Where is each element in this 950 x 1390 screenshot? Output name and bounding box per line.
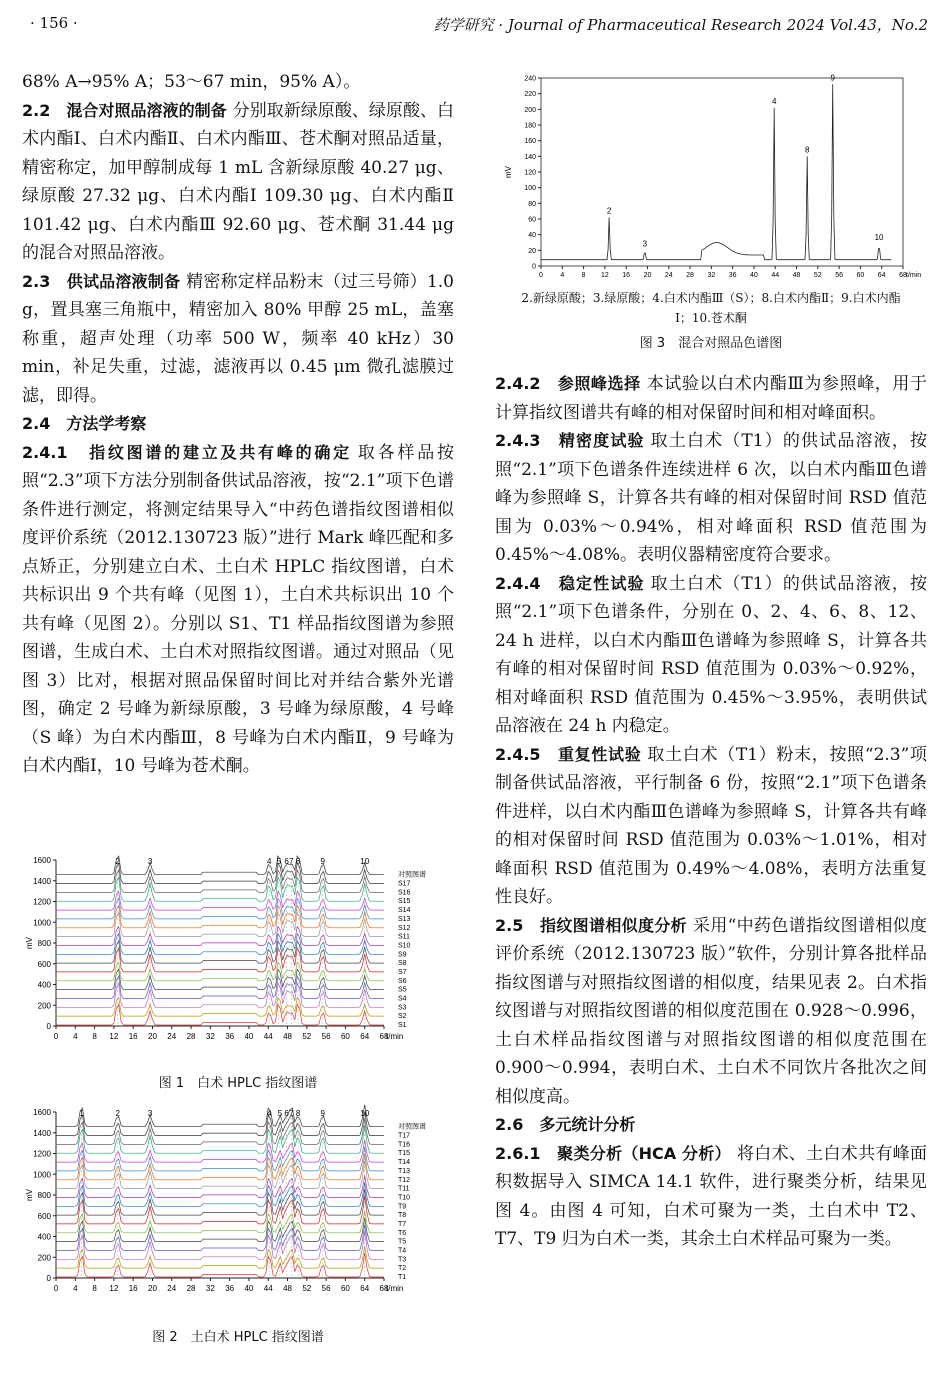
peak-label: 10	[360, 857, 370, 866]
paragraph: 精密称定样品粉末（过三号筛）1.0 g，置具塞三角瓶中，精密加入 80% 甲醇 25 mL，盖塞称重，超声处理（功率 500 W，频率 40 kHz）30 min，补足失重，过滤，滤液再以 0.45 μm 微孔滤膜过滤，即得。	[22, 271, 454, 406]
x-tick-label: 8	[92, 1032, 97, 1041]
section-2-5	[495, 912, 927, 1112]
x-tick-label: 48	[792, 272, 801, 279]
trace-label: T5	[398, 1238, 407, 1246]
trace-label: S2	[398, 1013, 407, 1021]
y-axis-label: mV	[504, 166, 513, 178]
paragraph: 取土白术（T1）的供试品溶液，按照“2.1”项下色谱条件连续进样 6 次，以白术内酯Ⅲ色谱峰为参照峰 S，计算各共有峰的相对保留时间 RSD 值范围为 0.03%～0.94%，相对峰面积 RSD 值范围为 0.45%～4.08%。表明仪器精密度符合要求。	[495, 431, 927, 565]
paragraph: 取各样品按照“2.3”项下方法分别制备供试品溶液，按“2.1”项下色谱条件进行测定，将测定结果导入“中药色谱指纹图谱相似度评价系统（2012.130723 版）”进行 Mark 峰匹配和多点矫正，分别建立白术、土白术 HPLC 指纹图谱，白术共标识出 9 个共有峰（见图 1），土白术共标识出 10 个共有峰（见图 2）。分别以 S1、T1 样品指纹图谱为参照图谱，生成白术、土白术对照指纹图谱。通过对照品（见图 3）比对，根据对照品保留时间比对并结合紫外光谱图，确定 2 号峰为新绿原酸，3 号峰为绿原酸，4 号峰（S 峰）为白术内酯Ⅲ，8 号峰为白术内酯Ⅱ，9 号峰为白术内酯Ⅰ，10 号峰为苍术酮。	[22, 442, 454, 776]
peak-label: 2	[606, 206, 612, 216]
x-tick-label: 56	[321, 1284, 331, 1293]
figure-2	[22, 1100, 454, 1345]
paragraph: 68% A→95% A；53～67 min，95% A）。	[22, 72, 361, 92]
trace-T11	[56, 1161, 384, 1189]
trace-reference	[541, 84, 891, 259]
trace-label: S5	[398, 986, 407, 994]
trace-S17	[56, 863, 384, 884]
section-heading: 2.5 指纹图谱相似度分析	[495, 915, 687, 935]
y-tick-label: 40	[528, 232, 536, 240]
peak-label: 9	[830, 73, 835, 83]
x-tick-label: 52	[302, 1284, 312, 1293]
trace-T15	[56, 1125, 384, 1153]
trace-T4	[56, 1225, 384, 1251]
x-tick-label: 44	[263, 1284, 273, 1293]
y-tick-label: 800	[37, 1191, 51, 1200]
y-tick-label: 1200	[33, 1149, 51, 1159]
trace-T12	[56, 1154, 384, 1180]
x-tick-label: 40	[244, 1284, 254, 1293]
x-tick-label: 24	[167, 1032, 177, 1041]
x-tick-label: 64	[877, 272, 886, 279]
figure-caption: 图 1 白术 HPLC 指纹图谱	[158, 1076, 318, 1091]
y-tick-label: 200	[37, 1253, 51, 1263]
peak-label: 9	[320, 857, 325, 866]
trace-对照图谱	[56, 1105, 384, 1127]
trace-label: 对照图谱	[398, 1123, 426, 1131]
paragraph: 采用“中药色谱指纹图谱相似度评价系统（2012.130723 版）”软件，分别计算各批样品指纹图谱与对照指纹图谱的相似度，结果见表 2。白术指纹图谱与对照指纹图谱的相似度范围在 0.928～0.996，土白术样品指纹图谱与对照指纹图谱的相似度范围在 0.900～0.994，表明白术、土白术不同饮片各批次之间相似度高。	[495, 915, 927, 1107]
peak-label: 8	[295, 857, 301, 866]
right-column	[495, 370, 927, 1254]
section-heading: 2.4.1 指纹图谱的建立及共有峰的确定	[22, 442, 352, 462]
x-tick-label: 68	[899, 272, 907, 279]
trace-T7	[56, 1196, 384, 1224]
y-tick-label: 1200	[33, 897, 51, 907]
chromatogram-reference	[495, 70, 927, 280]
trace-S10	[56, 927, 384, 946]
y-tick-label: 200	[37, 1001, 51, 1011]
peak-label: 8	[295, 1109, 301, 1118]
peak-label: 1	[79, 1109, 84, 1118]
peak-label: 2	[115, 1109, 120, 1118]
x-tick-label: 20	[148, 1032, 157, 1041]
trace-label: S12	[398, 924, 411, 932]
trace-label: S4	[398, 995, 407, 1003]
peak-label: 3	[642, 239, 648, 249]
x-tick-label: 64	[360, 1032, 370, 1041]
x-tick-label: 36	[728, 272, 737, 279]
x-tick-label: 52	[302, 1032, 312, 1041]
y-tick-label: 200	[524, 106, 536, 114]
x-tick-label: 56	[835, 272, 844, 279]
plot-frame	[541, 78, 903, 266]
x-tick-label: 56	[321, 1032, 331, 1041]
peak-label: 6	[284, 857, 289, 866]
page-number: · 156 ·	[30, 14, 78, 32]
y-tick-label: 120	[524, 169, 536, 177]
x-tick-label: 44	[263, 1032, 273, 1041]
peak-label: 8	[804, 145, 810, 155]
section-heading: 2.6 多元统计分析	[495, 1115, 636, 1134]
paragraph: 取土白术（T1）的供试品溶液，按照“2.1”项下色谱条件，分别在 0、2、4、6、8、12、24 h 进样，以白术内酯Ⅲ色谱峰为参照峰 S，计算各共有峰的相对保留时间 RSD 值范围为 0.03%～0.92%，相对峰面积 RSD 值范围为 0.45%～3.95%，表明供试品溶液在 24 h 内稳定。	[495, 573, 927, 736]
paragraph: 分别取新绿原酸、绿原酸、白术内酯Ⅰ、白术内酯Ⅱ、白术内酯Ⅲ、苍术酮对照品适量，精密称定，加甲醇制成每 1 mL 含新绿原酸 40.27 μg、绿原酸 27.32 μg、白术内酯Ⅰ 109.30 μg、白术内酯Ⅱ 101.42 μg、白术内酯Ⅲ 92.60 μg、苍术酮 31.44 μg 的混合对照品溶液。	[22, 100, 454, 263]
chromatogram-baizhu	[22, 848, 454, 1058]
x-tick-label: 52	[813, 272, 822, 279]
section-2-3	[22, 268, 454, 411]
chromatogram-tubaizhu	[22, 1100, 454, 1310]
trace-S5	[56, 969, 384, 989]
trace-label: S1	[398, 1021, 407, 1029]
x-tick-label: 4	[560, 272, 565, 279]
peak-label: 5	[276, 857, 282, 866]
peak-label: 4	[266, 1109, 272, 1118]
trace-T6	[56, 1211, 384, 1233]
section-2-4-1	[22, 439, 454, 781]
peak-label: 3	[147, 857, 153, 866]
x-axis-label: t/min	[906, 272, 922, 279]
x-tick-label: 36	[225, 1032, 235, 1041]
trace-T14	[56, 1140, 384, 1162]
x-tick-label: 28	[186, 1284, 196, 1293]
section-heading: 2.2 混合对照品溶液的制备	[22, 100, 227, 120]
y-tick-label: 1600	[33, 1108, 51, 1117]
x-tick-label: 68	[379, 1284, 389, 1293]
trace-label: 对照图谱	[398, 871, 426, 879]
y-tick-label: 1000	[33, 918, 51, 928]
x-tick-label: 12	[109, 1032, 119, 1041]
section-heading: 2.4 方法学考察	[22, 414, 147, 433]
x-tick-label: 8	[92, 1284, 97, 1293]
paragraph: 取土白术（T1）粉末，按照“2.3”项制备供试品溶液，平行制备 6 份，按照“2.1”项下色谱条件进样，以白术内酯Ⅲ色谱峰为参照峰 S，计算各共有峰的相对保留时间 RSD 值范围为 0.03%～1.01%，相对峰面积 RSD 值范围为 0.49%～4.08%，表明方法重复性良好。	[495, 744, 927, 907]
x-axis-label: t/min	[386, 1032, 404, 1041]
section-heading: 2.4.4 稳定性试验	[495, 573, 645, 593]
y-tick-label: 0	[46, 1022, 51, 1031]
trace-label: T8	[398, 1212, 407, 1220]
trace-label: T15	[398, 1150, 411, 1158]
section-heading: 2.4.3 精密度试验	[495, 431, 645, 450]
peak-label: 7	[289, 1109, 294, 1118]
peak-label: 2	[115, 857, 120, 866]
x-tick-label: 32	[205, 1032, 215, 1041]
x-tick-label: 44	[771, 272, 780, 279]
x-tick-label: 24	[167, 1284, 177, 1293]
trace-label: T16	[398, 1141, 411, 1149]
y-tick-label: 240	[524, 75, 536, 83]
trace-label: S11	[398, 933, 410, 941]
peak-label: 10	[360, 1109, 370, 1118]
y-tick-label: 0	[532, 263, 536, 271]
y-tick-label: 160	[524, 138, 536, 146]
section-heading: 2.6.1 聚类分析（HCA 分析）	[495, 1143, 731, 1163]
figure-caption: 图 3 混合对照品色谱图	[639, 336, 783, 351]
y-tick-label: 0	[46, 1274, 51, 1283]
y-tick-label: 140	[524, 153, 536, 161]
figure-legend: 2.新绿原酸；3.绿原酸；4.白术内酯Ⅲ（S）；8.白术内酯Ⅱ；9.白术内酯Ⅰ；10.苍术酮	[521, 291, 901, 325]
trace-label: T17	[398, 1132, 411, 1140]
x-tick-label: 0	[539, 272, 543, 279]
trace-label: S6	[398, 977, 407, 985]
x-tick-label: 20	[643, 272, 652, 279]
section-2-4-4	[495, 570, 927, 741]
section-2-2	[22, 97, 454, 268]
trace-对照图谱	[56, 856, 384, 875]
trace-label: S10	[398, 942, 411, 950]
trace-label: T12	[398, 1176, 411, 1184]
trace-label: T11	[398, 1185, 410, 1193]
section-2-4-2	[495, 370, 927, 427]
peak-label: 4	[771, 96, 777, 106]
trace-label: S3	[398, 1004, 407, 1012]
peak-label: 6	[284, 1109, 289, 1118]
peak-label: 5	[277, 1109, 283, 1118]
figure-3	[495, 70, 927, 351]
x-axis-label: t/min	[386, 1284, 404, 1293]
x-tick-label: 4	[73, 1284, 78, 1293]
peak-label: 9	[320, 1109, 325, 1118]
x-tick-label: 68	[379, 1032, 389, 1041]
x-tick-label: 60	[340, 1284, 350, 1293]
section-2-6	[495, 1111, 927, 1140]
trace-label: T2	[398, 1265, 407, 1273]
x-tick-label: 48	[283, 1032, 292, 1041]
x-tick-label: 16	[128, 1032, 138, 1041]
x-tick-label: 20	[148, 1284, 157, 1293]
trace-T17	[56, 1112, 384, 1136]
y-tick-label: 400	[37, 1232, 51, 1242]
y-tick-label: 60	[528, 216, 536, 224]
trace-S2	[56, 997, 384, 1016]
x-tick-label: 36	[225, 1284, 235, 1293]
y-tick-label: 800	[37, 939, 51, 948]
trace-label: S7	[398, 968, 407, 976]
paragraph: 本试验以白术内酯Ⅲ为参照峰，用于计算指纹图谱共有峰的相对保留时间和相对峰面积。	[495, 374, 927, 423]
x-tick-label: 28	[186, 1032, 196, 1041]
y-tick-label: 20	[528, 247, 536, 255]
trace-label: S15	[398, 898, 411, 906]
trace-label: T1	[398, 1273, 407, 1281]
x-tick-label: 0	[53, 1284, 59, 1293]
trace-label: T9	[398, 1203, 407, 1211]
trace-label: S17	[398, 880, 411, 888]
trace-label: S14	[398, 907, 411, 915]
y-tick-label: 600	[37, 1211, 51, 1221]
x-tick-label: 12	[109, 1284, 119, 1293]
trace-label: T7	[398, 1220, 407, 1228]
trace-label: T6	[398, 1229, 407, 1237]
peak-label: 4	[266, 857, 272, 866]
x-tick-label: 48	[283, 1284, 292, 1293]
section-heading: 2.4.5 重复性试验	[495, 744, 642, 764]
x-tick-label: 32	[205, 1284, 215, 1293]
paragraph: 将白术、土白术共有峰面积数据导入 SIMCA 14.1 软件，进行聚类分析，结果见图 4。由图 4 可知，白术可聚为一类，土白术中 T2、T7、T9 归为白术一类，其余土白术样品可聚为一类。	[495, 1143, 927, 1249]
y-tick-label: 180	[524, 122, 536, 130]
section-heading: 2.3 供试品溶液制备	[22, 271, 181, 291]
x-tick-label: 16	[622, 272, 631, 279]
figure-caption: 图 2 土白术 HPLC 指纹图谱	[152, 1330, 324, 1345]
peak-label: 7	[289, 857, 294, 866]
section-2-4-3	[495, 427, 927, 570]
left-column	[22, 68, 454, 781]
y-axis-label: mV	[25, 1189, 34, 1201]
y-tick-label: 1600	[33, 856, 51, 865]
trace-label: S8	[398, 960, 407, 968]
trace-label: T13	[398, 1167, 411, 1175]
trace-T8	[56, 1189, 384, 1215]
x-tick-label: 64	[360, 1284, 370, 1293]
peak-label: 3	[147, 1109, 153, 1118]
section-2-6-1	[495, 1140, 927, 1254]
x-tick-label: 40	[750, 272, 758, 279]
x-tick-label: 16	[128, 1284, 138, 1293]
y-tick-label: 600	[37, 959, 51, 969]
y-tick-label: 1000	[33, 1170, 51, 1180]
trace-label: S13	[398, 915, 411, 923]
trace-S13	[56, 899, 384, 919]
figure-1	[22, 848, 454, 1091]
trace-T3	[56, 1231, 384, 1259]
x-tick-label: 8	[581, 272, 586, 279]
trace-S14	[56, 891, 384, 910]
x-tick-label: 0	[53, 1032, 59, 1041]
trace-label: T10	[398, 1194, 411, 1202]
x-tick-label: 24	[664, 272, 673, 279]
peak-label: 10	[874, 233, 884, 243]
trace-S6	[56, 962, 384, 981]
y-tick-label: 1400	[33, 1128, 51, 1138]
x-tick-label: 40	[244, 1032, 254, 1041]
x-tick-label: 60	[856, 272, 865, 279]
trace-label: T3	[398, 1256, 407, 1264]
trace-T16	[56, 1118, 384, 1144]
section-2-4-5	[495, 741, 927, 912]
y-axis-label: mV	[25, 937, 34, 949]
x-tick-label: 12	[600, 272, 609, 279]
trace-label: T14	[398, 1159, 411, 1167]
x-tick-label: 4	[73, 1032, 78, 1041]
section-2-4	[22, 410, 454, 439]
trace-label: T4	[398, 1247, 407, 1255]
journal-header: 药学研究 · Journal of Pharmaceutical Research 2024 Vol.43，No.2	[433, 16, 928, 34]
y-tick-label: 220	[524, 91, 536, 99]
y-tick-label: 100	[524, 185, 536, 193]
trace-label: S9	[398, 951, 407, 959]
x-tick-label: 60	[340, 1032, 350, 1041]
y-tick-label: 1400	[33, 876, 51, 886]
trace-label: S16	[398, 889, 411, 897]
section-heading: 2.4.2 参照峰选择	[495, 374, 641, 393]
y-tick-label: 400	[37, 980, 51, 990]
x-tick-label: 28	[686, 272, 694, 279]
x-tick-label: 32	[707, 272, 716, 279]
y-tick-label: 80	[528, 200, 536, 208]
